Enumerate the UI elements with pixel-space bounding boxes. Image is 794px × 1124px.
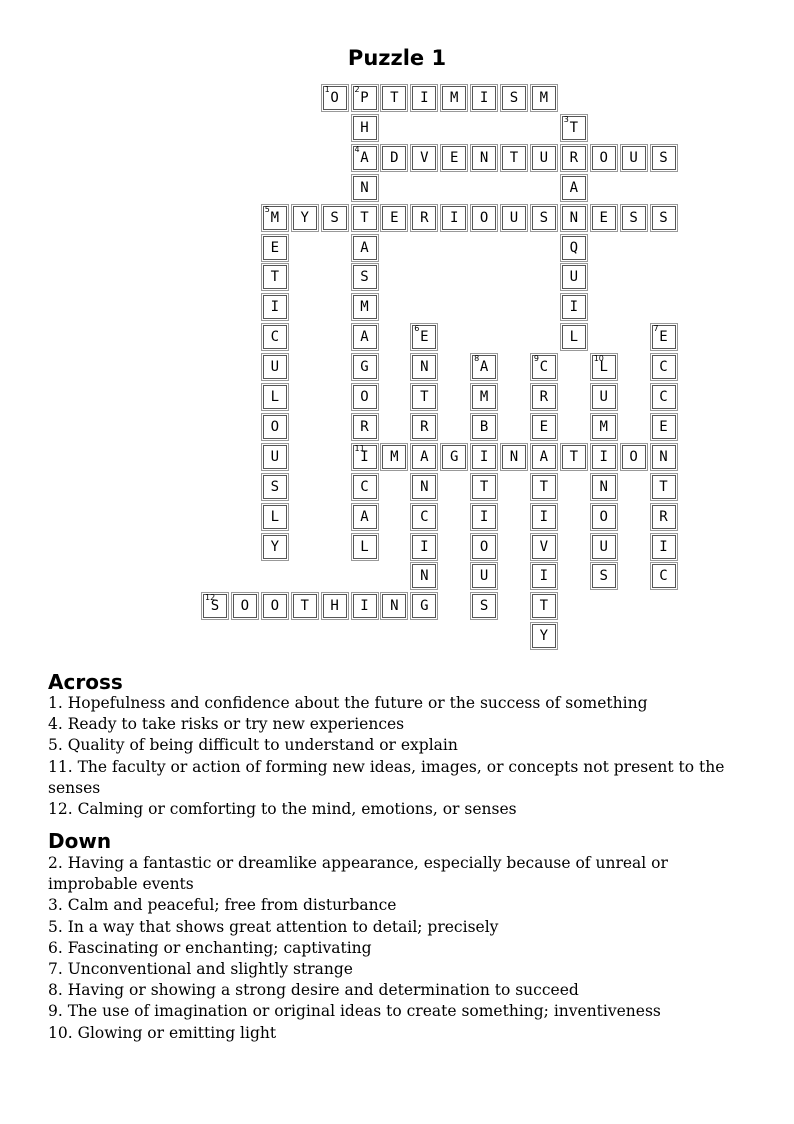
cell-letter: N bbox=[390, 598, 399, 615]
down-clue: 5. In a way that shows great attention to detail; precisely bbox=[48, 917, 499, 936]
grid-cell bbox=[263, 236, 287, 260]
down-clue: 2. Having a fantastic or dreamlike appearance, especially because of unreal or improbable events bbox=[48, 854, 668, 894]
cell-letter: T bbox=[479, 478, 489, 495]
cell-letter: I bbox=[420, 90, 429, 106]
grid-cell bbox=[562, 295, 586, 319]
grid-cell bbox=[502, 86, 526, 110]
cell-letter: I bbox=[360, 448, 369, 465]
grid-cell bbox=[263, 206, 287, 230]
grid-cell bbox=[472, 445, 496, 469]
across-clue: 4. Ready to take risks or try new experiences bbox=[48, 715, 405, 734]
cell-letter: E bbox=[539, 418, 549, 435]
grid-cell bbox=[472, 415, 496, 439]
grid-cell bbox=[502, 146, 526, 170]
grid-cell bbox=[412, 475, 436, 499]
cell-letter: O bbox=[479, 209, 489, 226]
cell-letter: N bbox=[599, 478, 608, 495]
cell-letter: R bbox=[539, 389, 549, 405]
grid-cell bbox=[382, 146, 406, 170]
grid-cell bbox=[652, 325, 676, 349]
cell-letter: M bbox=[539, 90, 549, 106]
grid-cell bbox=[412, 594, 436, 618]
grid-cell bbox=[592, 535, 616, 559]
cell-letter: T bbox=[270, 269, 280, 286]
cell-letter: G bbox=[449, 448, 459, 465]
cell-letter: I bbox=[659, 538, 668, 555]
clue-number: 8 bbox=[474, 354, 480, 364]
grid-cell bbox=[353, 176, 377, 200]
cell-letter: I bbox=[270, 299, 280, 316]
cell-letter: Y bbox=[270, 538, 280, 555]
grid-cell bbox=[532, 445, 556, 469]
cell-letter: I bbox=[539, 568, 549, 585]
grid-cell bbox=[472, 594, 496, 618]
grid-cell bbox=[562, 445, 586, 469]
down-clue: 6. Fascinating or enchanting; captivating bbox=[48, 938, 372, 957]
grid-cell bbox=[353, 325, 377, 349]
grid-cell bbox=[263, 445, 287, 469]
grid-cell bbox=[353, 116, 377, 140]
clue-number: 7 bbox=[653, 324, 659, 334]
cell-letter: T bbox=[659, 478, 668, 495]
grid-cell bbox=[472, 146, 496, 170]
cell-letter: S bbox=[330, 209, 339, 226]
grid-cell bbox=[263, 415, 287, 439]
down-clue: 8. Having or showing a strong desire and determination to succeed bbox=[48, 981, 579, 1000]
grid-cell bbox=[353, 236, 377, 260]
cell-letter: H bbox=[330, 598, 339, 615]
clue-number: 3 bbox=[563, 114, 569, 124]
cell-letter: H bbox=[360, 119, 369, 136]
cell-letter: N bbox=[569, 209, 579, 226]
cell-letter: M bbox=[599, 418, 608, 435]
cell-letter: N bbox=[479, 149, 489, 166]
puzzle-title: Puzzle 1 bbox=[347, 46, 447, 70]
down-clue: 10. Glowing or emitting light bbox=[48, 1023, 277, 1042]
grid-cell bbox=[353, 385, 377, 409]
grid-cell bbox=[502, 206, 526, 230]
across-clue: 5. Quality of being difficult to understand or explain bbox=[48, 736, 458, 755]
cell-letter: V bbox=[539, 538, 549, 555]
grid-cell bbox=[442, 445, 466, 469]
grid-cell bbox=[652, 206, 676, 230]
grid-cell bbox=[592, 206, 616, 230]
grid-cell bbox=[652, 385, 676, 409]
grid-cell bbox=[353, 535, 377, 559]
grid-cell bbox=[592, 146, 616, 170]
cell-letter: N bbox=[509, 448, 519, 465]
grid-cell bbox=[442, 86, 466, 110]
cell-letter: A bbox=[479, 359, 489, 376]
cell-letter: I bbox=[539, 508, 549, 525]
grid-cell bbox=[263, 475, 287, 499]
cell-letter: U bbox=[539, 149, 549, 166]
grid-cell bbox=[263, 594, 287, 618]
cell-letter: E bbox=[449, 149, 459, 166]
cell-letter: Q bbox=[569, 239, 579, 256]
grid-cell bbox=[293, 594, 317, 618]
grid-cell bbox=[532, 385, 556, 409]
grid-cell bbox=[353, 206, 377, 230]
cell-letter: I bbox=[479, 448, 489, 465]
cell-letter: T bbox=[539, 598, 549, 615]
grid-cell bbox=[353, 355, 377, 379]
grid-cell bbox=[353, 265, 377, 289]
grid-cell bbox=[652, 505, 676, 529]
across-clue-list bbox=[48, 693, 748, 820]
grid-cell bbox=[652, 445, 676, 469]
grid-cell bbox=[532, 86, 556, 110]
grid-cell bbox=[532, 415, 556, 439]
cell-letter: S bbox=[479, 598, 489, 615]
grid-cell bbox=[353, 86, 377, 110]
cell-letter: S bbox=[629, 209, 638, 226]
cell-letter: S bbox=[599, 568, 608, 585]
grid-cell bbox=[323, 206, 347, 230]
cell-letter: O bbox=[599, 149, 608, 166]
cell-letter: O bbox=[629, 448, 638, 465]
cell-letter: O bbox=[270, 598, 280, 615]
cell-letter: A bbox=[420, 448, 429, 465]
grid-cell bbox=[263, 325, 287, 349]
grid-cell bbox=[382, 86, 406, 110]
cell-letter: A bbox=[360, 329, 369, 346]
cell-letter: S bbox=[659, 209, 668, 226]
cell-letter: M bbox=[390, 448, 399, 465]
cell-letter: T bbox=[300, 598, 309, 615]
grid-cell bbox=[442, 206, 466, 230]
grid-cell bbox=[353, 505, 377, 529]
grid-cell bbox=[263, 505, 287, 529]
down-clue: 7. Unconventional and slightly strange bbox=[48, 960, 353, 979]
cell-letter: O bbox=[270, 418, 280, 435]
grid-cell bbox=[382, 206, 406, 230]
grid-cell bbox=[442, 146, 466, 170]
cell-letter: Y bbox=[539, 628, 549, 645]
grid-cell bbox=[203, 594, 227, 618]
grid-cell bbox=[472, 475, 496, 499]
grid-cell bbox=[532, 594, 556, 618]
grid-cell bbox=[412, 445, 436, 469]
cell-letter: N bbox=[659, 448, 668, 465]
cell-letter: S bbox=[539, 209, 549, 226]
cell-letter: T bbox=[539, 478, 549, 495]
cell-letter: I bbox=[449, 209, 459, 226]
cell-letter: R bbox=[420, 209, 429, 226]
grid-cell bbox=[353, 295, 377, 319]
cell-letter: D bbox=[390, 149, 399, 166]
grid-cell bbox=[412, 535, 436, 559]
cell-letter: S bbox=[270, 478, 280, 495]
cell-letter: U bbox=[479, 568, 489, 585]
cell-letter: O bbox=[599, 508, 608, 525]
grid-cell bbox=[412, 146, 436, 170]
cell-letter: A bbox=[360, 508, 369, 525]
cell-letter: N bbox=[420, 478, 429, 495]
cell-letter: I bbox=[569, 299, 579, 316]
grid-cell bbox=[263, 385, 287, 409]
cell-letter: N bbox=[420, 568, 429, 585]
down-heading: Down bbox=[48, 829, 112, 853]
cell-letter: T bbox=[360, 209, 369, 226]
grid-cell bbox=[652, 475, 676, 499]
grid-cell bbox=[323, 594, 347, 618]
cell-letter: U bbox=[270, 448, 280, 465]
cell-letter: T bbox=[390, 90, 399, 106]
cell-letter: P bbox=[360, 90, 369, 106]
grid-cell bbox=[532, 355, 556, 379]
cell-letter: L bbox=[360, 538, 369, 555]
cell-letter: L bbox=[569, 329, 579, 346]
cell-letter: E bbox=[659, 418, 668, 435]
cell-letter: T bbox=[509, 149, 519, 166]
grid-cell bbox=[412, 385, 436, 409]
cell-letter: U bbox=[509, 209, 519, 226]
cell-letter: A bbox=[360, 239, 369, 256]
cell-letter: N bbox=[420, 359, 429, 376]
grid-cell bbox=[472, 505, 496, 529]
cell-letter: E bbox=[390, 209, 399, 226]
grid-cell bbox=[562, 206, 586, 230]
cell-letter: U bbox=[270, 359, 280, 376]
grid-cell bbox=[382, 594, 406, 618]
across-heading: Across bbox=[48, 670, 123, 694]
grid-cell bbox=[562, 236, 586, 260]
down-clue: 9. The use of imagination or original ideas to create something; inventiveness bbox=[48, 1002, 661, 1021]
clue-number: 2 bbox=[354, 85, 360, 94]
cell-letter: M bbox=[270, 209, 280, 226]
grid-cell bbox=[412, 355, 436, 379]
clue-number: 10 bbox=[593, 354, 604, 364]
cell-letter: U bbox=[599, 389, 608, 405]
grid-cell bbox=[412, 564, 436, 588]
cell-letter: R bbox=[659, 508, 668, 525]
cell-letter: I bbox=[479, 508, 489, 525]
grid-cell bbox=[233, 594, 257, 618]
cell-letter: O bbox=[360, 389, 369, 405]
cell-letter: L bbox=[270, 508, 280, 525]
cell-letter: O bbox=[479, 538, 489, 555]
cell-letter: S bbox=[659, 149, 668, 166]
grid-cell bbox=[652, 535, 676, 559]
cell-letter: E bbox=[659, 329, 668, 346]
clue-number: 6 bbox=[414, 324, 420, 334]
cell-letter: E bbox=[420, 329, 429, 346]
cell-letter: M bbox=[449, 90, 459, 106]
grid-cell bbox=[652, 564, 676, 588]
clue-number: 1 bbox=[324, 85, 330, 94]
grid-cell bbox=[622, 206, 646, 230]
clue-number: 9 bbox=[533, 354, 539, 364]
grid-cell bbox=[412, 325, 436, 349]
cell-letter: T bbox=[569, 448, 579, 465]
grid-cell bbox=[323, 86, 347, 110]
cell-letter: E bbox=[599, 209, 608, 226]
cell-letter: L bbox=[270, 389, 280, 405]
across-clue: 11. The faculty or action of forming new ideas, images, or concepts not present to the senses bbox=[48, 757, 725, 797]
cell-letter: I bbox=[479, 90, 489, 106]
down-clue: 3. Calm and peaceful; free from disturbance bbox=[48, 896, 397, 915]
cell-letter: G bbox=[360, 359, 369, 376]
grid-cell bbox=[622, 445, 646, 469]
grid-cell bbox=[652, 355, 676, 379]
cell-letter: O bbox=[240, 598, 250, 615]
grid-cell bbox=[532, 564, 556, 588]
grid-cell bbox=[652, 415, 676, 439]
cell-letter: S bbox=[509, 90, 519, 106]
grid-cell bbox=[592, 355, 616, 379]
cell-letter: A bbox=[360, 149, 369, 166]
grid-cell bbox=[562, 325, 586, 349]
grid-cell bbox=[263, 265, 287, 289]
cell-letter: S bbox=[360, 269, 369, 286]
grid-cell bbox=[353, 146, 377, 170]
cell-letter: A bbox=[539, 448, 549, 465]
clue-number: 11 bbox=[354, 443, 365, 453]
grid-cell bbox=[412, 86, 436, 110]
cell-letter: Y bbox=[300, 209, 309, 226]
grid-cell bbox=[532, 624, 556, 648]
cell-letter: R bbox=[569, 149, 579, 166]
cell-letter: A bbox=[569, 179, 579, 196]
grid-cell bbox=[412, 505, 436, 529]
clue-number: 5 bbox=[264, 204, 270, 214]
cell-letter: C bbox=[659, 568, 668, 585]
cell-letter: C bbox=[420, 508, 429, 525]
grid-cell bbox=[353, 475, 377, 499]
grid-cell bbox=[532, 505, 556, 529]
grid-cell bbox=[353, 594, 377, 618]
cell-letter: N bbox=[360, 179, 369, 196]
cell-letter: I bbox=[420, 538, 429, 555]
cell-letter: U bbox=[599, 538, 608, 555]
grid-cell bbox=[562, 176, 586, 200]
cell-letter: S bbox=[210, 598, 220, 615]
cell-letter: L bbox=[599, 359, 608, 376]
grid-cell bbox=[592, 445, 616, 469]
across-clue: 1. Hopefulness and confidence about the future or the success of something bbox=[48, 694, 648, 712]
grid-cell bbox=[532, 475, 556, 499]
cell-letter: M bbox=[479, 389, 489, 405]
cell-letter: U bbox=[629, 149, 638, 166]
grid-cell bbox=[263, 535, 287, 559]
cell-letter: T bbox=[569, 119, 579, 136]
cell-letter: U bbox=[569, 269, 579, 286]
cell-letter: C bbox=[270, 329, 280, 346]
cell-letter: R bbox=[360, 418, 369, 435]
grid-cell bbox=[592, 385, 616, 409]
grid-cell bbox=[562, 265, 586, 289]
grid-cell bbox=[532, 535, 556, 559]
grid-cell bbox=[472, 355, 496, 379]
grid-cell bbox=[502, 445, 526, 469]
grid-cell bbox=[293, 206, 317, 230]
cell-letter: G bbox=[420, 598, 429, 615]
grid-cell bbox=[592, 415, 616, 439]
grid-cell bbox=[652, 146, 676, 170]
grid-cell bbox=[592, 564, 616, 588]
clue-number: 4 bbox=[354, 144, 360, 154]
grid-cell bbox=[562, 146, 586, 170]
cell-letter: I bbox=[599, 448, 608, 465]
cell-letter: I bbox=[360, 598, 369, 615]
cell-letter: C bbox=[659, 389, 668, 405]
grid-cell bbox=[472, 535, 496, 559]
grid-cell bbox=[412, 415, 436, 439]
grid-cell bbox=[263, 295, 287, 319]
grid-cell bbox=[592, 475, 616, 499]
grid-cell bbox=[622, 146, 646, 170]
grid-cell bbox=[592, 505, 616, 529]
cell-letter: C bbox=[659, 359, 668, 376]
across-clue: 12. Calming or comforting to the mind, emotions, or senses bbox=[48, 800, 517, 819]
grid-cell bbox=[353, 445, 377, 469]
cell-letter: O bbox=[330, 90, 339, 106]
cell-letter: E bbox=[270, 239, 280, 256]
cell-letter: B bbox=[479, 418, 489, 435]
grid-cell bbox=[472, 206, 496, 230]
grid-cell bbox=[532, 146, 556, 170]
grid-cell bbox=[412, 206, 436, 230]
grid-cell bbox=[472, 86, 496, 110]
down-clue-list bbox=[48, 853, 748, 1044]
clue-number: 12 bbox=[205, 593, 216, 603]
grid-cell bbox=[382, 445, 406, 469]
grid-cell bbox=[562, 116, 586, 140]
cell-letter: C bbox=[539, 359, 549, 376]
cell-letter: R bbox=[420, 418, 429, 435]
cell-letter: C bbox=[360, 478, 369, 495]
grid-cell bbox=[532, 206, 556, 230]
grid-cell bbox=[263, 355, 287, 379]
grid-cell bbox=[353, 415, 377, 439]
cell-letter: T bbox=[420, 389, 429, 405]
cell-letter: M bbox=[360, 299, 369, 316]
grid-cell bbox=[472, 564, 496, 588]
grid-cell bbox=[472, 385, 496, 409]
cell-letter: V bbox=[420, 149, 429, 166]
